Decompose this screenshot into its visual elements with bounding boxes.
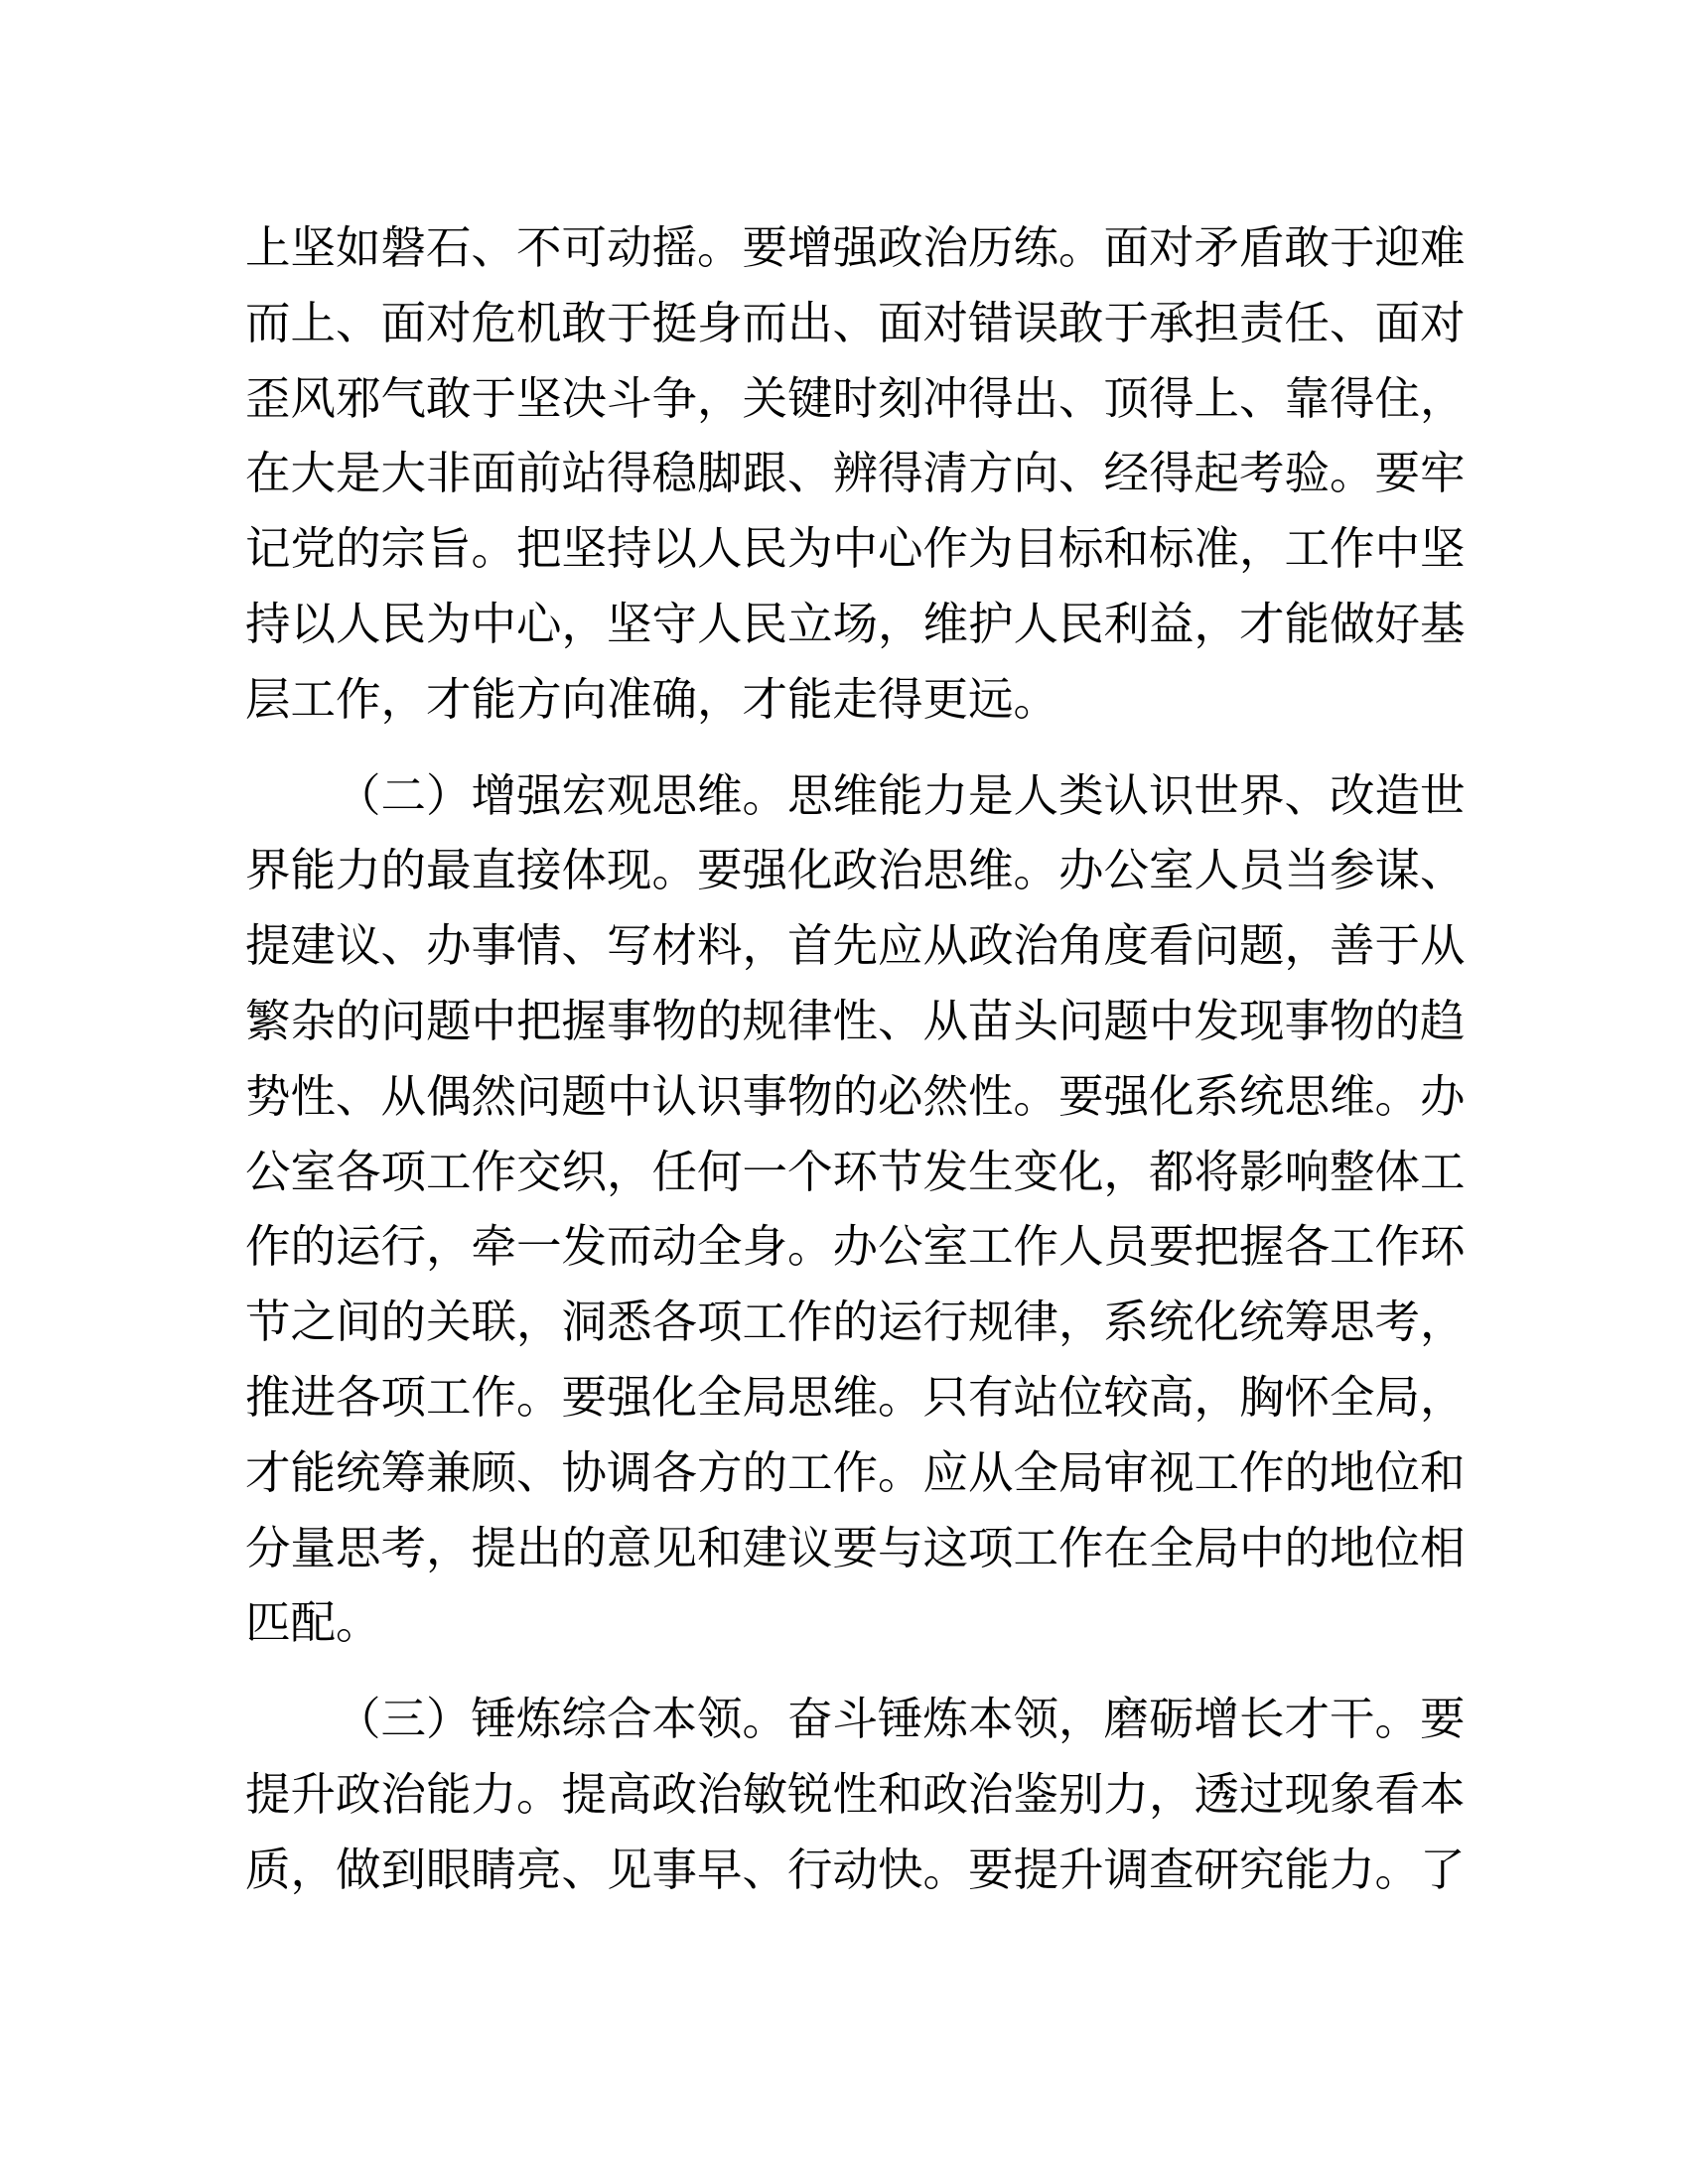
text-line: 提升政治能力。提高政治敏锐性和政治鉴别力，透过现象看本 (245, 1767, 1466, 1821)
paragraph-3 (245, 1682, 1466, 1907)
text-line: 在大是大非面前站得稳脚跟、辨得清方向、经得起考验。要牢 (245, 447, 1466, 500)
text-line: 节之间的关联，洞悉各项工作的运行规律，系统化统筹思考， (245, 1296, 1466, 1349)
text-line: 界能力的最直接体现。要强化政治思维。办公室人员当参谋、 (245, 844, 1466, 897)
text-line: 势性、从偶然问题中认识事物的必然性。要强化系统思维。办 (245, 1069, 1466, 1123)
text-line: 分量思考，提出的意见和建议要与这项工作在全局中的地位相 (245, 1521, 1466, 1574)
document-page (245, 210, 1466, 1929)
text-line: 繁杂的问题中把握事物的规律性、从苗头问题中发现事物的趋 (245, 994, 1466, 1047)
text-line: 公室各项工作交织，任何一个环节发生变化，都将影响整体工 (245, 1145, 1466, 1198)
text-line: 持以人民为中心，坚守人民立场，维护人民利益，才能做好基 (245, 597, 1466, 650)
text-line: 而上、面对危机敢于挺身而出、面对错误敢于承担责任、面对 (245, 296, 1466, 349)
paragraph-2 (245, 758, 1466, 1662)
text-line: 作的运行，牵一发而动全身。办公室工作人员要把握各工作环 (245, 1220, 1466, 1274)
text-line: 歪风邪气敢于坚决斗争，关键时刻冲得出、顶得上、靠得住， (245, 371, 1466, 425)
text-line: 质，做到眼睛亮、见事早、行动快。要提升调查研究能力。了 (245, 1843, 1466, 1896)
section-heading-line: （二）增强宏观思维。思维能力是人类认识世界、改造世 (336, 768, 1466, 822)
text-line: 才能统筹兼顾、协调各方的工作。应从全局审视工作的地位和 (245, 1445, 1466, 1499)
text-line: 提建议、办事情、写材料，首先应从政治角度看问题，善于从 (245, 919, 1466, 973)
section-heading-line: （三）锤炼综合本领。奋斗锤炼本领，磨砺增长才干。要 (336, 1693, 1466, 1746)
text-line: 匹配。 (245, 1596, 381, 1650)
text-line: 上坚如磐石、不可动摇。要增强政治历练。面对矛盾敢于迎难 (245, 221, 1466, 274)
paragraph-1 (245, 210, 1466, 738)
text-line: 推进各项工作。要强化全局思维。只有站位较高，胸怀全局， (245, 1370, 1466, 1424)
text-line: 记党的宗旨。把坚持以人民为中心作为目标和标准，工作中坚 (245, 522, 1466, 576)
text-line: 层工作，才能方向准确，才能走得更远。 (245, 672, 1059, 726)
